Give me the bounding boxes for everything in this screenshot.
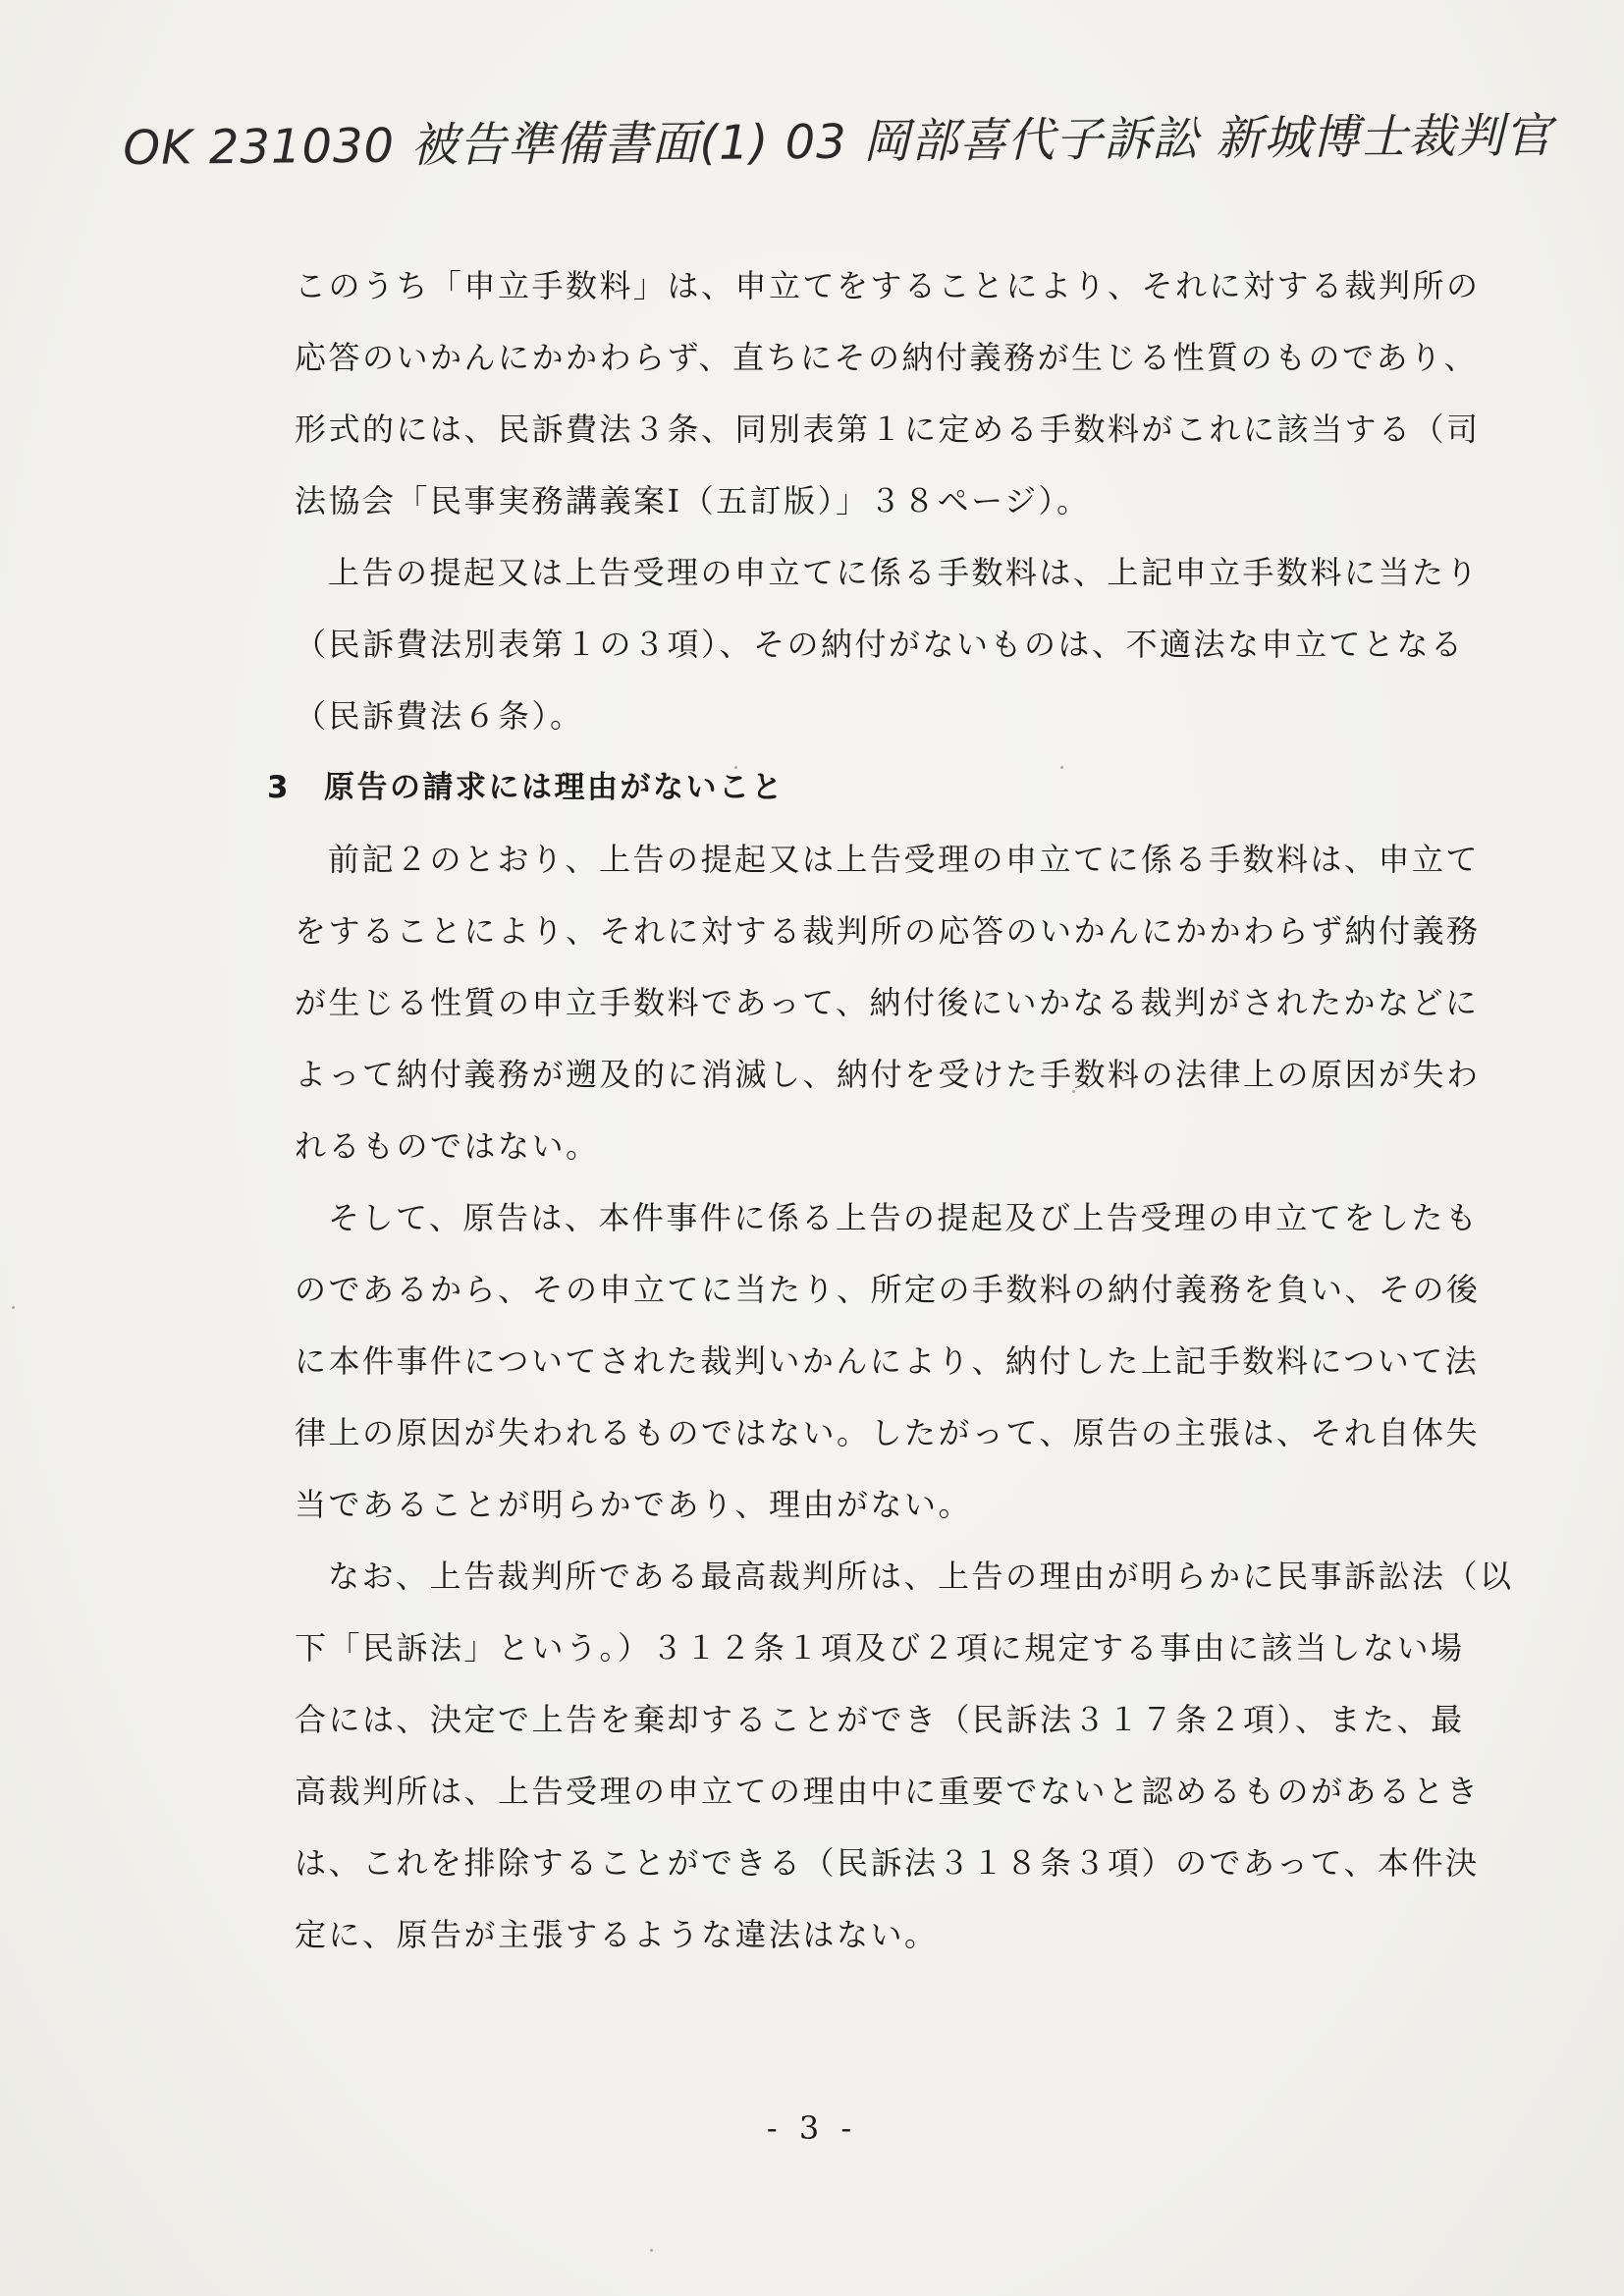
paragraph-5-line-2: 下「民訴法」という。）３１２条１項及び２項に規定する事由に該当しない場 [295,1629,1465,1667]
paragraph-3-line-2: をすることにより、それに対する裁判所の応答のいかんにかかわらず納付義務 [295,912,1481,950]
paragraph-4-line-5: 当であることが明らかであり、理由がない。 [295,1486,973,1523]
paragraph-3-line-1: 前記２のとおり、上告の提起又は上告受理の申立てに係る手数料は、申立て [328,841,1481,878]
paragraph-1-line-3: 形式的には、民訴費法３条、同別表第１に定める手数料がこれに該当する（司 [295,410,1481,448]
paragraph-2-line-1: 上告の提起又は上告受理の申立てに係る手数料は、上記申立手数料に当たり [328,554,1481,591]
handwritten-header-note: OK 231030 被告準備書面(1) 03 岡部喜代子訴訟 新城博士裁判官 [123,108,1553,176]
paragraph-1-line-4: 法協会「民事実務講義案Ⅰ（五訂版）」３８ページ）。 [295,482,1091,519]
scan-speck [1060,766,1063,769]
paragraph-5-line-1: なお、上告裁判所である最高裁判所は、上告の理由が明らかに民事訴訟法（以 [328,1558,1514,1595]
scan-speck [734,766,737,769]
paragraph-2-line-2: （民訴費法別表第１の３項）、その納付がないものは、不適法な申立てとなる [295,626,1465,663]
scan-speck [1072,1090,1075,1093]
paragraph-3-line-5: れるものではない。 [295,1127,600,1165]
section-title: 原告の請求には理由がないこと [324,770,785,805]
paragraph-5-line-3: 合には、決定で上告を棄却することができ（民訴法３１７条２項）、また、最 [295,1701,1465,1738]
paragraph-3-line-4: よって納付義務が遡及的に消滅し、納付を受けた手数料の法律上の原因が失わ [295,1056,1481,1093]
body-text [267,250,1514,1971]
section-number: 3 [267,770,292,805]
page-number: - 3 - [766,2109,858,2147]
paragraph-4-line-2: のであるから、その申立てに当たり、所定の手数料の納付義務を負い、その後 [295,1271,1481,1308]
paragraph-5-line-4: 高裁判所は、上告受理の申立ての理由中に重要でないと認めるものがあるとき [295,1773,1481,1810]
paragraph-1-line-1: このうち「申立手数料」は、申立てをすることにより、それに対する裁判所の [295,267,1481,304]
paragraph-4-line-4: 律上の原因が失われるものではない。したがって、原告の主張は、それ自体失 [295,1414,1480,1451]
paragraph-4-line-3: に本件事件についてされた裁判いかんにより、納付した上記手数料について法 [295,1342,1480,1380]
paragraph-5-line-6: 定に、原告が主張するような違法はない。 [295,1916,939,1953]
paragraph-4-line-1: そして、原告は、本件事件に係る上告の提起及び上告受理の申立てをしたも [328,1199,1480,1236]
paragraph-5-line-5: は、これを排除することができる（民訴法３１８条３項）のであって、本件決 [295,1844,1480,1882]
paragraph-2-line-3: （民訴費法６条）。 [295,697,584,735]
paragraph-1-line-2: 応答のいかんにかかわらず、直ちにその納付義務が生じる性質のものであり、 [295,339,1478,376]
scan-speck [12,1306,15,1309]
paragraph-3-line-3: が生じる性質の申立手数料であって、納付後にいかなる裁判がされたかなどに [295,984,1480,1021]
section-heading [267,752,1473,824]
scan-speck [650,2249,653,2252]
